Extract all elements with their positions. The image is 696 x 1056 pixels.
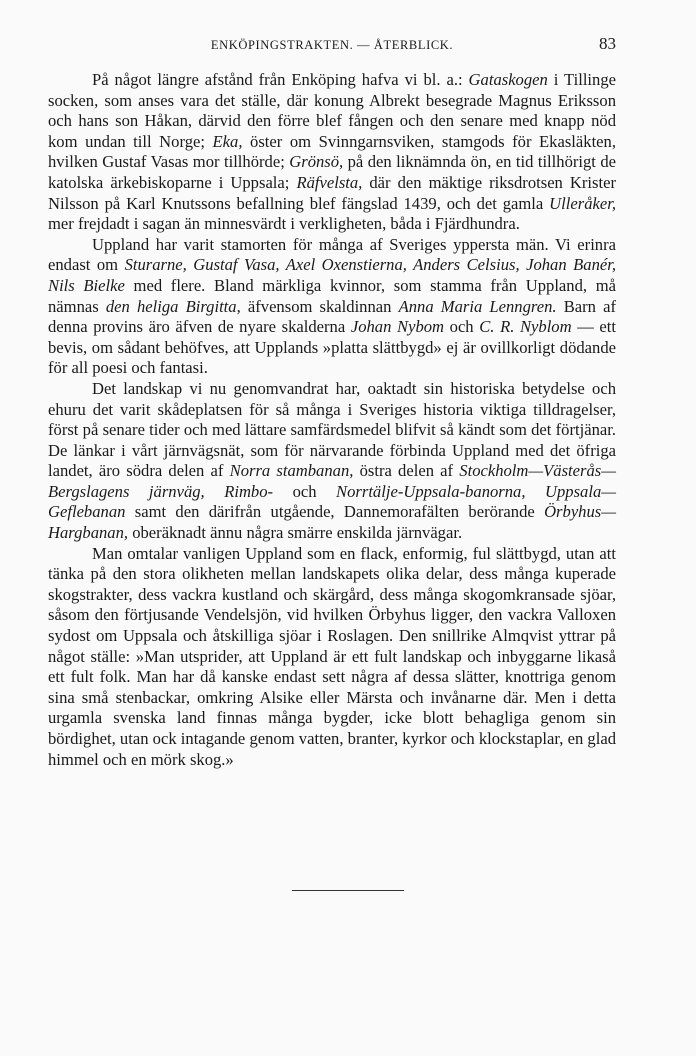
italic-run: Stockholm—Västerås—Bergslagens järnväg, Rimbo- <box>48 461 616 501</box>
text-run: Barn af denna provins äro äfven de nyare skalderna <box>48 296 616 337</box>
paragraph <box>48 544 616 771</box>
italic-run: Norra stambanan, <box>229 461 354 481</box>
text-run: öster om Svinngarnsviken, stamgods för Ekasläkten, hvilken Gustaf Vasas mor tillhörde; <box>48 131 616 172</box>
body-text <box>48 70 616 770</box>
text-run: — ett bevis, om sådant behöfves, att Upplands »platta slättbygd» ej är ovillkorligt dödande för all poesi och fantasi. <box>48 317 617 378</box>
text-run: och <box>273 481 337 501</box>
italic-run: Grönsö, <box>289 152 344 172</box>
text-run: oberäknadt ännu några smärre enskilda järnvägar. <box>128 523 463 543</box>
text-run: äfvensom skaldinnan <box>240 296 399 316</box>
italic-run: Johan Nybom <box>350 317 445 337</box>
italic-run: Norrtälje-Uppsala-banorna, Uppsala—Geflebanan <box>48 481 616 522</box>
text-run: östra delen af <box>353 461 460 481</box>
text-run: på den liknämnda ön, en tid tillhörigt de katolska ärkebiskoparne i Uppsala; <box>48 152 617 192</box>
italic-run: Gataskogen <box>468 70 548 89</box>
section-divider <box>292 890 404 891</box>
paragraph <box>48 235 616 379</box>
text-run: i Tillinge socken, som anses vara det ställe, där konung Albrekt besegrade Magnus Eriksson och hans son Håkan, därvid den förre blef fången och den senare med knapp nöd kom undan till Norge; <box>48 70 616 151</box>
italic-run: Sturarne, Gustaf Vasa, Axel Oxenstierna, Anders Celsius, Johan Banér, Nils Bielke <box>48 255 616 295</box>
italic-run: Eka, <box>212 131 243 151</box>
italic-run: Räfvelsta, <box>296 172 363 192</box>
text-run: mer frejdadt i sagan än minnesvärdt i verkligheten, båda i Fjärdhundra. <box>48 214 520 234</box>
text-run: och <box>444 317 480 337</box>
page-header <box>48 34 616 58</box>
italic-run: C. R. Nyblom <box>479 317 572 337</box>
text-run: med flere. Bland märkliga kvinnor, som stamma från Uppland, må nämnas <box>48 275 616 316</box>
text-run: På något längre afstånd från Enköping hafva vi bl. a.: <box>92 70 469 89</box>
text-run: Det landskap vi nu genomvandrat har, oaktadt sin historiska betydelse och ehuru det varit skådeplatsen för så många i Sveriges historia viktiga tilldragelser, först på senare tider och med lättare samfärdsmedel blifvit så kändt som det förtjänar. De länkar i vårt järnvägsnät, som för närvarande förbinda Uppland med det öfriga landet, äro södra delen af <box>48 378 616 481</box>
paragraph <box>48 379 616 544</box>
text-run: där den mäktige riksdrotsen Krister Nilsson på Karl Knutssons befallning blef fängslad 1439, och det gamla <box>48 172 616 213</box>
paragraph <box>48 70 616 235</box>
running-head: ENKÖPINGSTRAKTEN. — ÅTERBLICK. <box>210 38 454 52</box>
italic-run: Anna Maria Lenngren. <box>398 296 557 316</box>
text-run: samt den därifrån utgående, Dannemorafälten berörande <box>125 502 545 522</box>
text-run: Man omtalar vanligen Uppland som en flack, enformig, ful slättbygd, utan att tänka på den stora olikheten mellan landskapets olika delar, dess många kuperade skogstrakter, dess vackra kustland och skärgård, dess många skogomkransade sjöar, såsom den förtjusande Vendelsjön, vid hvilken Örbyhus ligger, den vackra Valloxen sydost om Uppsala och åtskilliga sjöar i Roslagen. Den snillrike Almqvist yttrar på något ställe: »Man utsprider, att Uppland är ett fult landskap och inbyggarne likaså ett fult folk. Man har då kanske endast sett några af dessa slätter, knottriga genom sina små stenbackar, omkring Alsike eller Märsta och invånarne där. Men i detta urgamla svenska land finnas många bygder, icke blott behagliga genom sin bördighet, utan ock intagande genom vatten, branter, kyrkor och klockstaplar, en glad himmel och en mörk skog.» <box>48 543 616 769</box>
italic-run: Ulleråker, <box>549 193 616 213</box>
italic-run: den heliga Birgitta, <box>105 296 241 316</box>
italic-run: Örbyhus—Hargbanan, <box>48 502 616 543</box>
page-number: 83 <box>599 34 616 53</box>
text-run: Uppland har varit stamorten för många af Sveriges yppersta män. Vi erinra endast om <box>48 234 616 275</box>
